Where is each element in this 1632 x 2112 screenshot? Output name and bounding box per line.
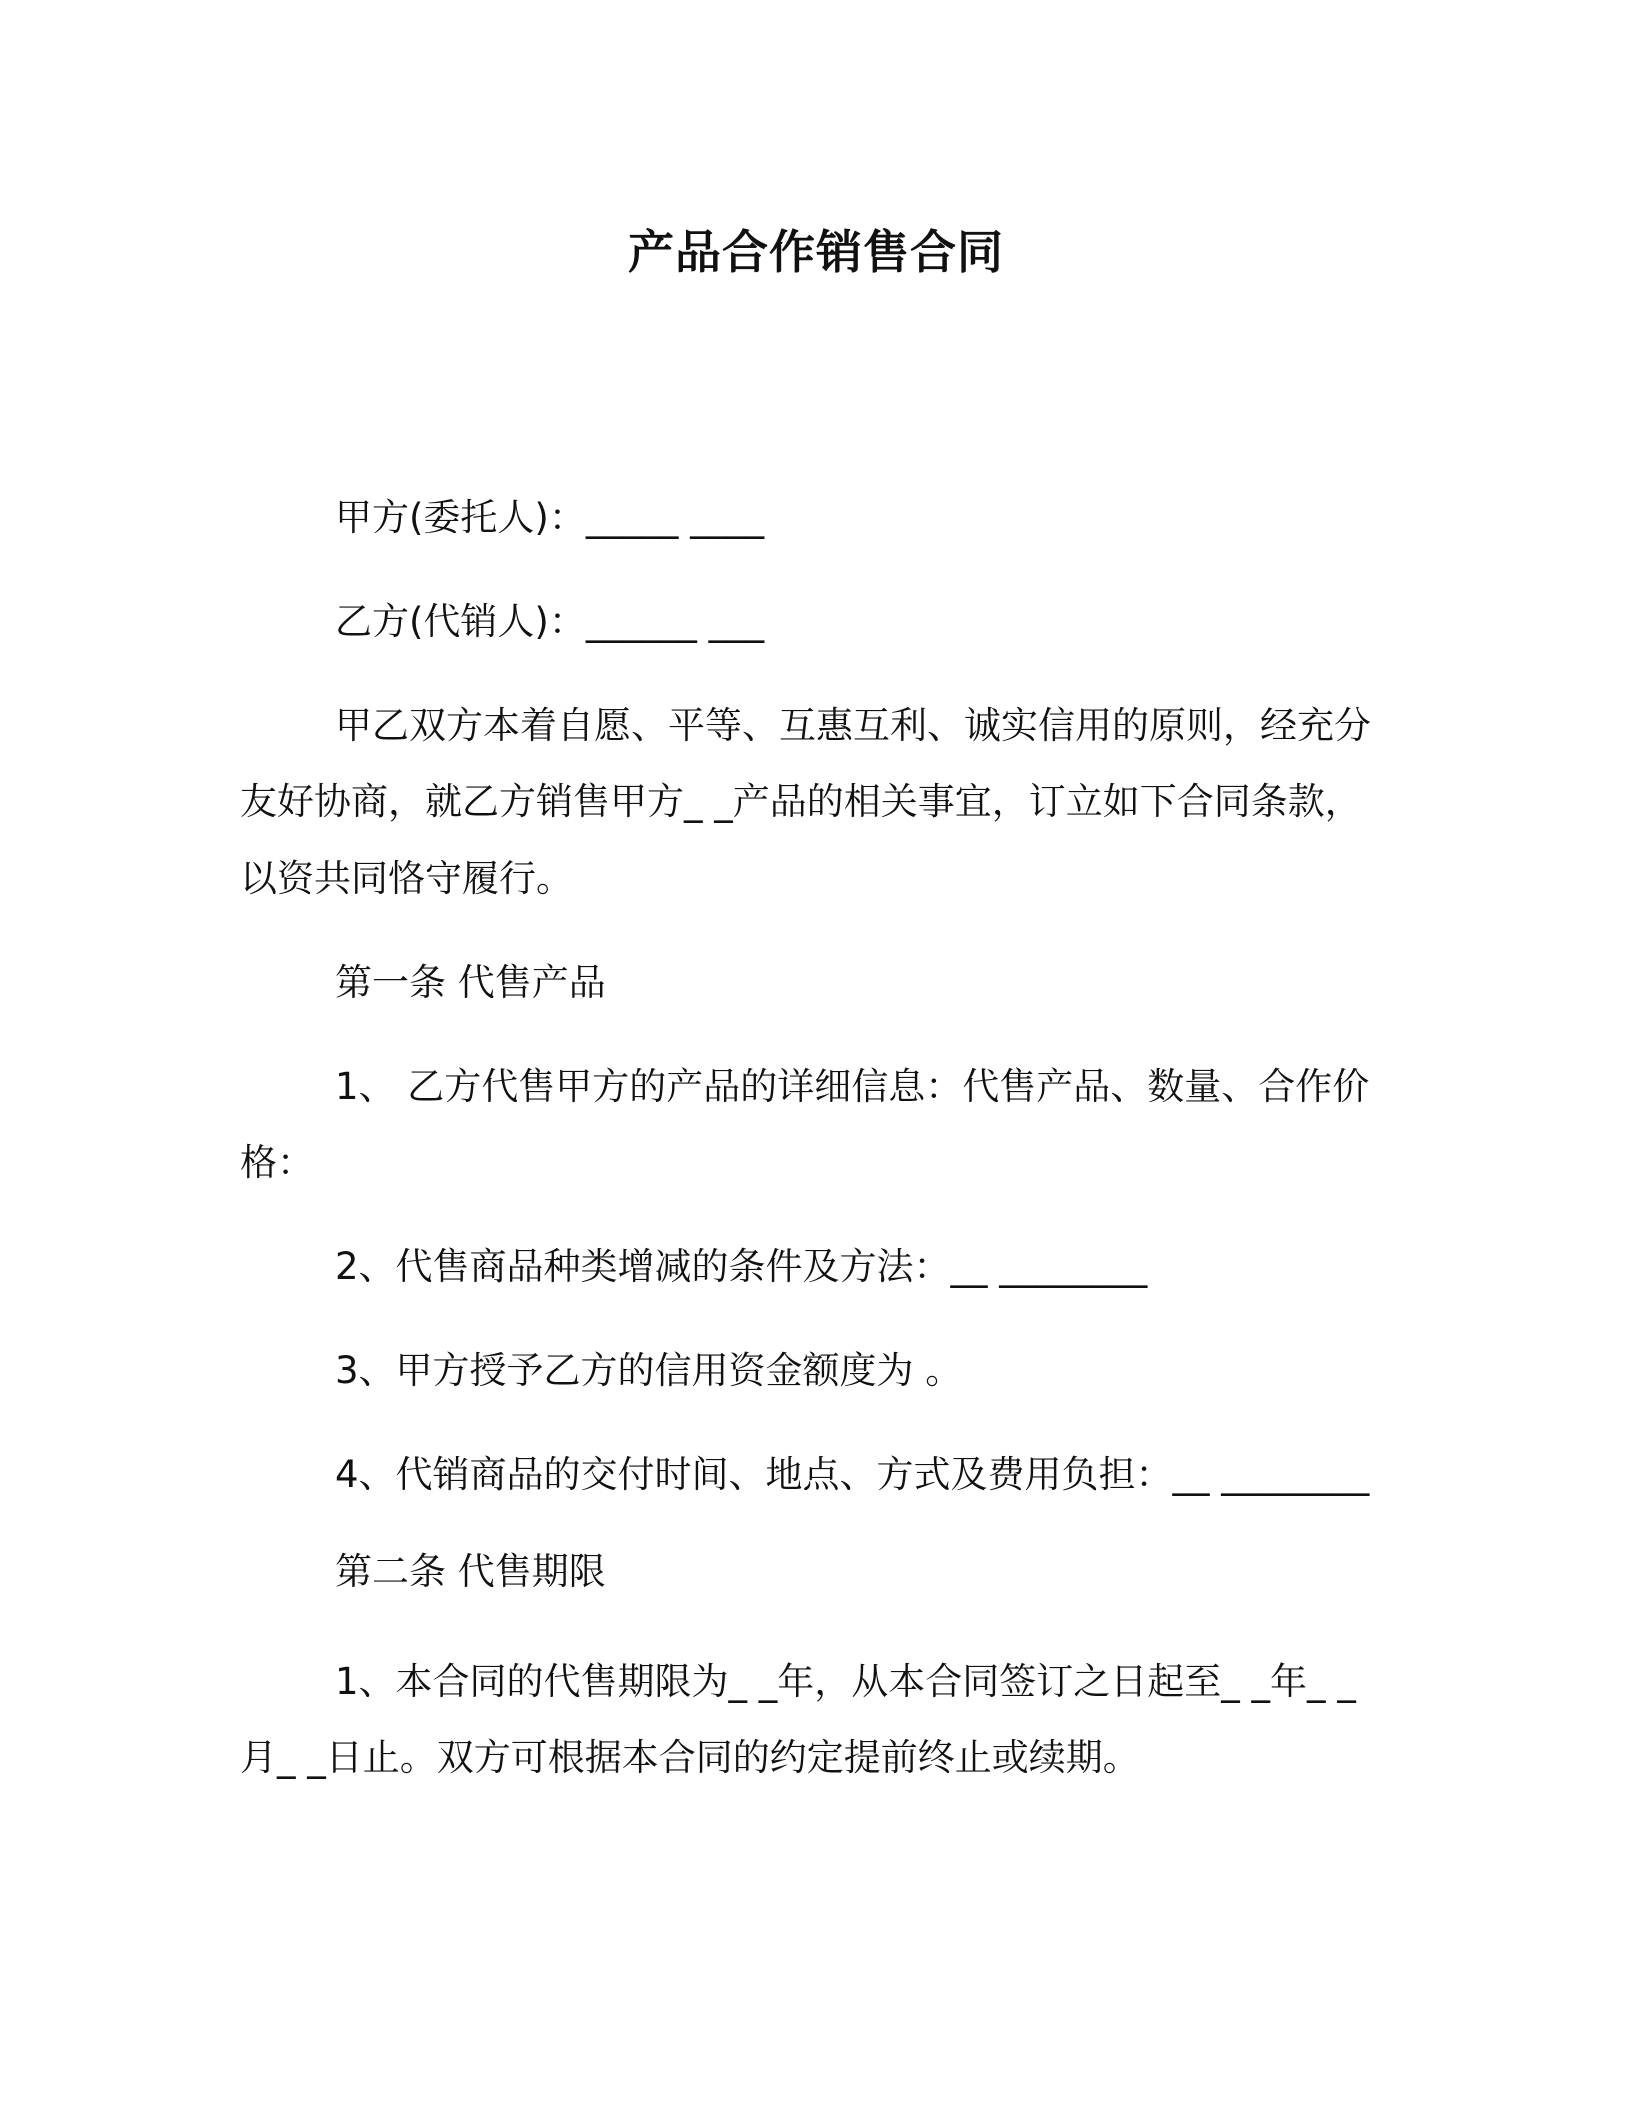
intro-line-2: 友好协商，就乙方销售甲方_ _产品的相关事宜，订立如下合同条款， <box>240 780 1362 823</box>
article-2-item-1-line-2: 月_ _日止。双方可根据本合同的约定提前终止或续期。 <box>240 1736 1140 1779</box>
document-title: 产品合作销售合同 <box>628 225 1004 279</box>
article-2-item-1-line-1: 1、本合同的代售期限为_ _年，从本合同签订之日起至_ _年_ _ <box>335 1660 1356 1703</box>
article-1-item-4: 4、代销商品的交付时间、地点、方式及费用负担：__ ________ <box>335 1453 1370 1496</box>
article-1-item-1-line-1: 1、 乙方代售甲方的产品的详细信息：代售产品、数量、合作价 <box>335 1065 1370 1108</box>
article-1-heading: 第一条 代售产品 <box>335 961 606 1004</box>
article-1-item-1-line-2: 格： <box>240 1141 314 1184</box>
party-a-line: 甲方(委托人)：_____ ____ <box>335 496 765 539</box>
party-b-line: 乙方(代销人)：______ ___ <box>335 600 765 643</box>
article-2-heading: 第二条 代售期限 <box>335 1550 606 1593</box>
intro-line-3: 以资共同恪守履行。 <box>240 857 573 900</box>
article-1-item-2: 2、代售商品种类增减的条件及方法：__ ________ <box>335 1245 1148 1288</box>
intro-line-1: 甲乙双方本着自愿、平等、互惠互利、诚实信用的原则，经充分 <box>335 704 1371 747</box>
article-1-item-3: 3、甲方授予乙方的信用资金额度为 。 <box>335 1349 963 1392</box>
